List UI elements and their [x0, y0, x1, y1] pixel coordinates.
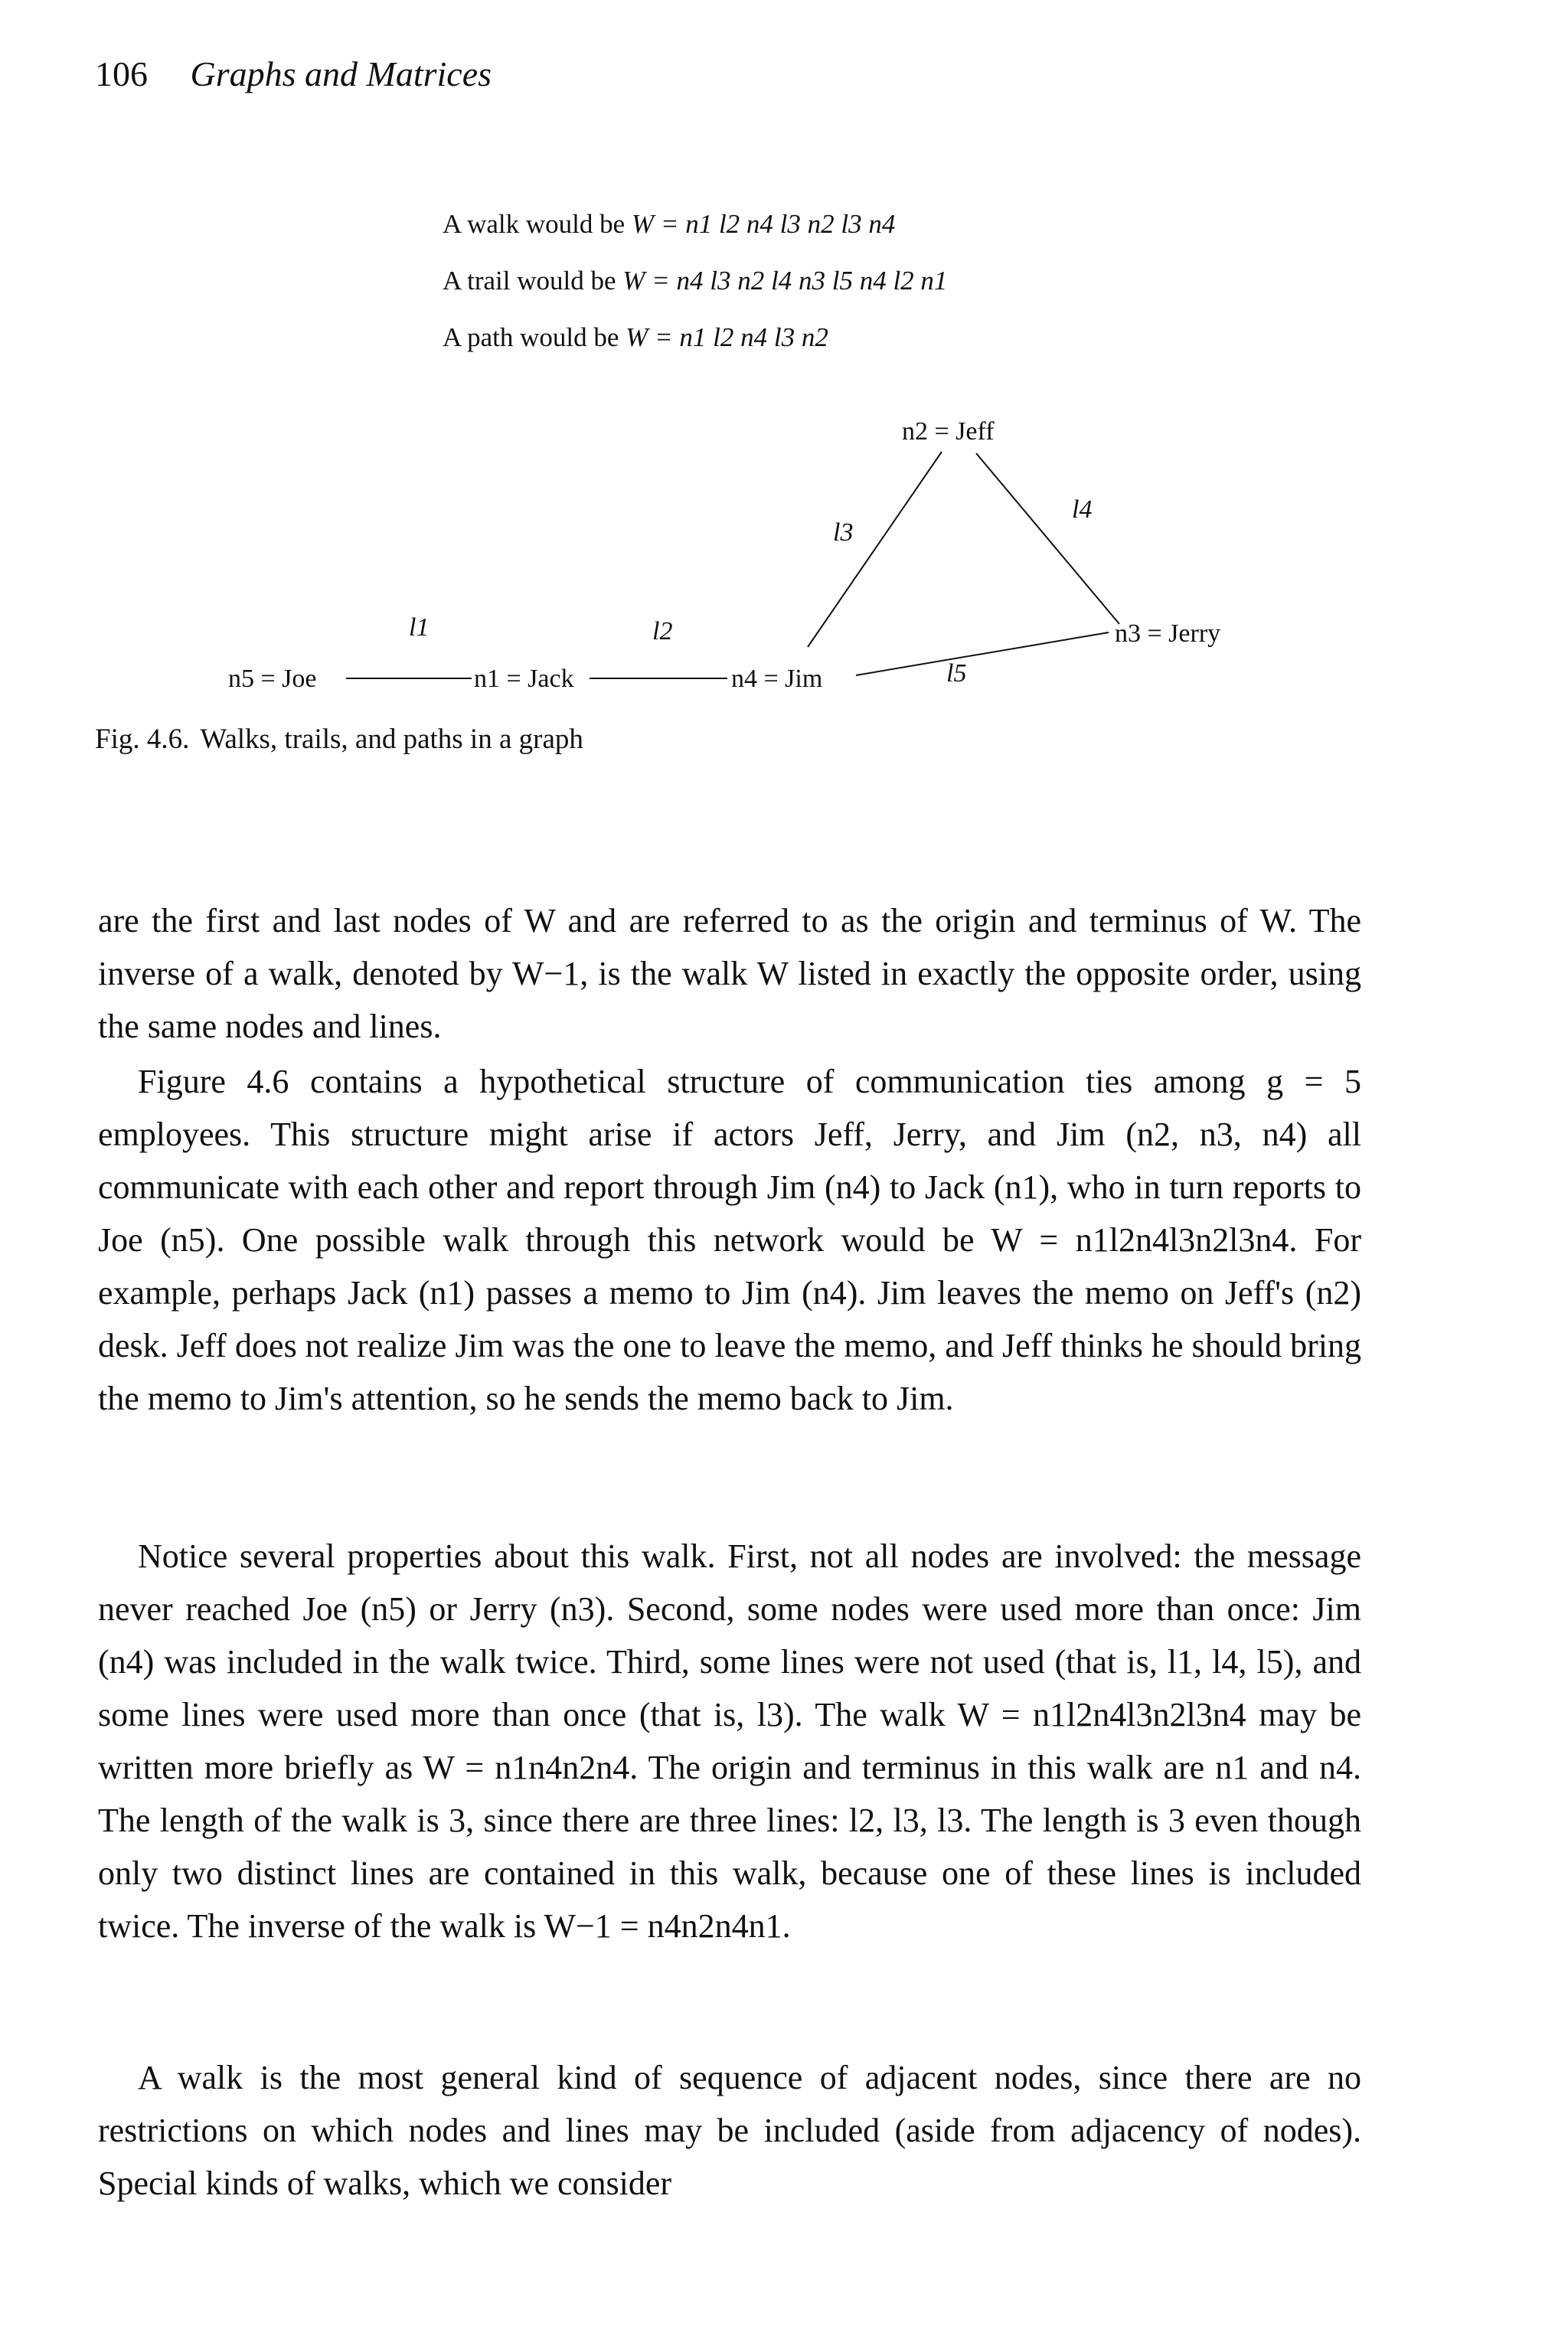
path-expression: W = n1 l2 n4 l3 n2: [626, 322, 828, 352]
line-l3-label: l3: [833, 518, 854, 547]
network-graph: [0, 0, 1568, 766]
node-n2-label: n2 = Jeff: [902, 417, 995, 446]
figure-number: Fig. 4.6.: [95, 724, 190, 755]
edge-l4: [976, 453, 1119, 624]
path-definition: A path would be W = n1 l2 n4 l3 n2: [443, 322, 828, 352]
figure-caption-text: Walks, trails, and paths in a graph: [200, 724, 583, 755]
node-n5-label: n5 = Joe: [228, 665, 317, 693]
body-paragraph-2: Figure 4.6 contains a hypothetical structure of communication ties among g = 5 employees. This structure might arise if actors Jeff, Jerry, and Jim (n2, n3, n4) all communicate with each other and report through Jim (n4) to Jack (n1), who in turn reports to Joe (n5). One possible walk through this network would be W = n1l2n4l3n2l3n4. For example, perhaps Jack (n1) passes a memo to Jim (n4). Jim leaves the memo on Jeff's (n2) desk. Jeff does not realize Jim was the one to leave the memo, and Jeff thinks he should bring the memo to Jim's attention, so he sends the memo back to Jim.: [98, 1063, 1361, 1417]
edge-l5: [856, 632, 1109, 675]
node-n1-label: n1 = Jack: [474, 665, 574, 693]
trail-definition: A trail would be W = n4 l3 n2 l4 n3 l5 n4 l2 n1: [443, 266, 948, 296]
body-paragraph-4: A walk is the most general kind of sequence of adjacent nodes, since there are no restrictions on which nodes and lines may be included (aside from adjacency of nodes). Special kinds of walks, which we consider: [98, 2059, 1361, 2202]
line-l4-label: l4: [1072, 495, 1093, 524]
edge-l3: [808, 452, 942, 647]
page-number: 106: [95, 54, 148, 93]
line-l1-label: l1: [409, 613, 430, 642]
running-title: Graphs and Matrices: [190, 54, 492, 93]
node-n4-label: n4 = Jim: [731, 665, 823, 693]
node-n3-label: n3 = Jerry: [1115, 619, 1221, 648]
figure-caption: [95, 723, 583, 756]
walk-expression: W = n1 l2 n4 l3 n2 l3 n4: [631, 209, 896, 239]
trail-expression: W = n4 l3 n2 l4 n3 l5 n4 l2 n1: [622, 266, 948, 296]
line-l5-label: l5: [946, 659, 967, 688]
network-figure: [0, 0, 1568, 766]
walk-definition: A walk would be W = n1 l2 n4 l3 n2 l3 n4: [443, 209, 896, 239]
line-l2-label: l2: [652, 617, 673, 645]
body-paragraph-3: Notice several properties about this walk. First, not all nodes are involved: the message never reached Joe (n5) or Jerry (n3). Second, some nodes were used more than once: Jim (n4) was included in the walk twice. Third, some lines were not used (that is, l1, l4, l5), and some lines were used more than once (that is, l3). The walk W = n1l2n4l3n2l3n4 may be written more briefly as W = n1n4n2n4. The origin and terminus in this walk are n1 and n4. The length of the walk is 3, since there are three lines: l2, l3, l3. The length is 3 even though only two distinct lines are contained in this walk, because one of these lines is included twice. The inverse of the walk is W−1 = n4n2n4n1.: [98, 1537, 1361, 1945]
body-paragraph-1: are the first and last nodes of W and are referred to as the origin and terminus of W. The inverse of a walk, denoted by W−1, is the walk W listed in exactly the opposite order, using the same nodes and lines.: [98, 902, 1361, 1045]
